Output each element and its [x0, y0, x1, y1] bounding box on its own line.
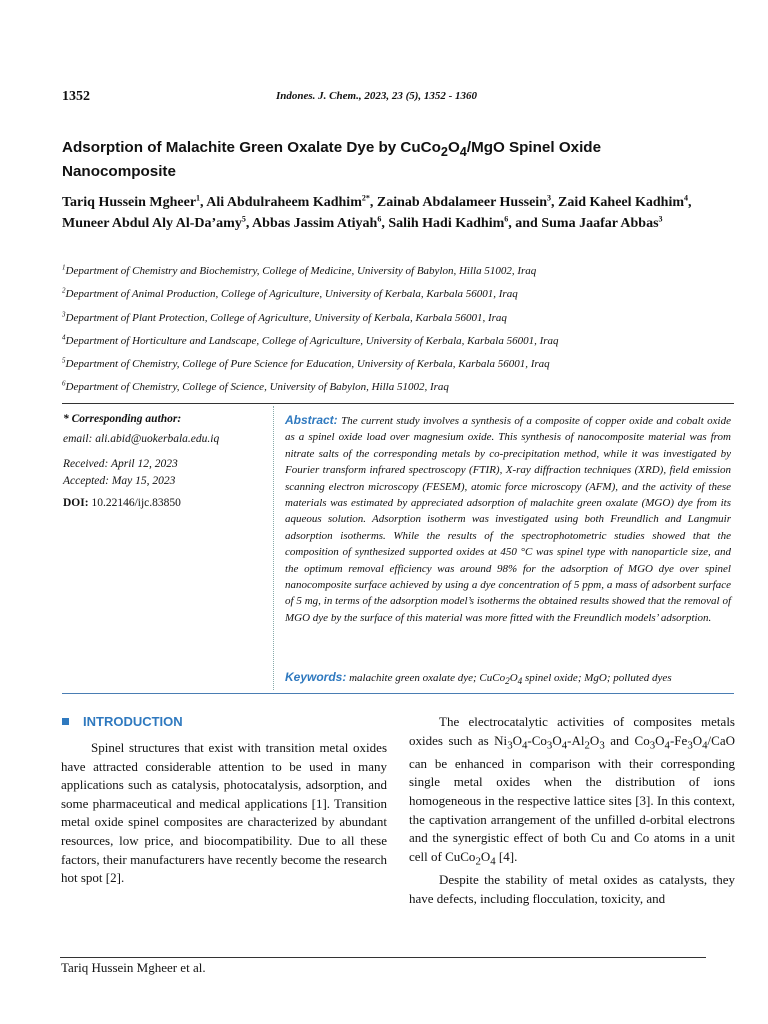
corresponding-email[interactable]: email: ali.abid@uokerbala.edu.iq	[63, 433, 220, 445]
square-bullet-icon	[62, 718, 69, 725]
affiliation: $^1$Department of Chemistry and Biochemistry, College of Medicine, University of Babylon, Hilla 51002, Iraq	[62, 263, 537, 277]
affiliation: $^5$Department of Chemistry, College of Pure Science for Education, University of Kerbala, Karbala 56001, Iraq	[62, 356, 550, 371]
author: Zaid Kaheel Kadhim	[558, 195, 685, 210]
footer-divider	[60, 957, 706, 958]
abstract-label: Abstract:	[285, 413, 338, 427]
author: Abbas Jassim Atiyah	[252, 215, 378, 231]
author: Muneer Abdul Aly Al-Da’amy	[62, 215, 242, 231]
page-number: 1352	[62, 89, 90, 104]
author: Suma Jaafar Abbas	[541, 215, 659, 231]
corresponding-author-label: * Corresponding author:	[63, 413, 182, 425]
journal-citation: Indones. J. Chem., 2023, 23 (5), 1352 - 1360	[276, 90, 478, 102]
section-heading-introduction: INTRODUCTION	[62, 714, 183, 729]
keywords: Keywords: malachite green oxalate dye; $CuCo_2O_4$ spinel oxide; MgO; polluted dyes	[285, 670, 672, 687]
abstract	[285, 412, 731, 626]
doi: DOI: 10.22146/ijc.83850	[63, 497, 181, 509]
body-column-left	[61, 739, 387, 888]
article-meta	[63, 413, 268, 509]
author: Tariq Hussein Mgheer	[62, 195, 197, 210]
author: Salih Hadi Kadhim	[388, 215, 505, 231]
affiliation: $^4$Department of Horticulture and Landscape, College of Agriculture, University of Kerbala, Karbala 56001, Iraq	[62, 333, 559, 347]
author-list: Tariq Hussein Mgheer$^1$, Ali Abdulraheem Kadhim$^{2*}$, Zainab Abdalameer Hussein$^3$, Zaid Kaheel Kadhim$^4$, Muneer Abdul Aly Al-Da’amy$^5$, Abbas Jassim Atiyah$^6$, Salih Hadi Kadhim$^6$, and Suma Jaafar Abbas$^3$	[62, 193, 692, 231]
received-date: Received: April 12, 2023	[63, 458, 178, 470]
doi-link[interactable]: 10.22146/ijc.83850	[88, 497, 181, 509]
affiliation: $^6$Department of Chemistry, College of Science, University of Babylon, Hilla 51002, Iraq	[62, 379, 449, 394]
paper-title: Adsorption of Malachite Green Oxalate Dye by $CuCo_2O_4$/MgO Spinel Oxide Nanocomposite	[62, 139, 602, 181]
divider	[62, 403, 734, 404]
column-separator	[273, 406, 274, 690]
divider	[62, 693, 734, 694]
author: Zainab Abdalameer Hussein	[376, 195, 547, 210]
keywords-label: Keywords:	[285, 670, 347, 684]
paragraph: The electrocatalytic activities of composites metals oxides such as $Ni_3O_4-Co_3O_4-Al_2O_3$ and $Co_3O_4-Fe_3O_4$/CaO can be enhanced in comparison with their corresponding single metal oxides when the distribution of ions homogeneous in the respective lattice sites [3]. In this context, the captivation arrangement of the unfilled d-orbital electrons and the synergistic effect of both Cu and Co atoms in a unit cell of $CuCo_2O_4$ [4].	[409, 714, 735, 868]
affiliation: $^2$Department of Animal Production, College of Agriculture, University of Kerbala, Karbala 56001, Iraq	[62, 286, 518, 301]
paragraph: Despite the stability of metal oxides as catalysts, they have defects, including flocculation, toxicity, and	[409, 871, 735, 906]
body-column-right	[409, 713, 735, 908]
paragraph: Spinel structures that exist with transition metal oxides have attracted considerable attention to be used in many applications such as catalysis, photocatalysis, adsorption, and some pharmaceutical and medical applications [1]. Transition metal oxide spinel composites are characterized by abundant resources, low price, and biocompatibility. Due to all these factors, their manufacturers have recently become the research hot spot [2].	[61, 740, 387, 886]
author: Ali Abdulraheem Kadhim	[206, 195, 362, 210]
abstract-text: The current study involves a synthesis of a composite of copper oxide and cobalt oxide as a spinel oxide load over magnesium oxide. This synthesis of nanocomposite material was from nitrate salts of the corresponding metals by co-precipitation method, while it was investigated by Fourier transform infrared spectroscopy (FTIR), X-ray diffraction techniques (XRD), field emission scanning electron microscopy (FESEM), atomic force microscopy (AFM), and the activity of these materials was estimated by appreciated adsorption of malachite green oxalate (MGO) dye from its aqueous solution. Adsorption isotherm was investigated using both Freundlich and Langmuir adsorption isotherms. While the results of the spectrophotometric studies showed that the composition of synthesized supported oxides at 450 °C was spinel type with nanoparticle size, and the optimum removal efficiency was around 98% for the adsorption of MGO dye over spinel nanocomposite surface achieved by using a dye concentration of 5 ppm, a mass of adsorbent surface of 5 mg, in terms of the adsorption model’s isotherms the obtained results showed that the removal of MGO dye by the surface of this material was more fitted with the Freundlich models’ adsorption.	[285, 415, 731, 624]
footer-running-author: Tariq Hussein Mgheer et al.	[61, 960, 206, 975]
affiliation: $^3$Department of Plant Protection, College of Agriculture, University of Kerbala, Karbala 56001, Iraq	[62, 309, 507, 324]
affiliation-list	[62, 260, 728, 400]
accepted-date: Accepted: May 15, 2023	[63, 475, 176, 487]
